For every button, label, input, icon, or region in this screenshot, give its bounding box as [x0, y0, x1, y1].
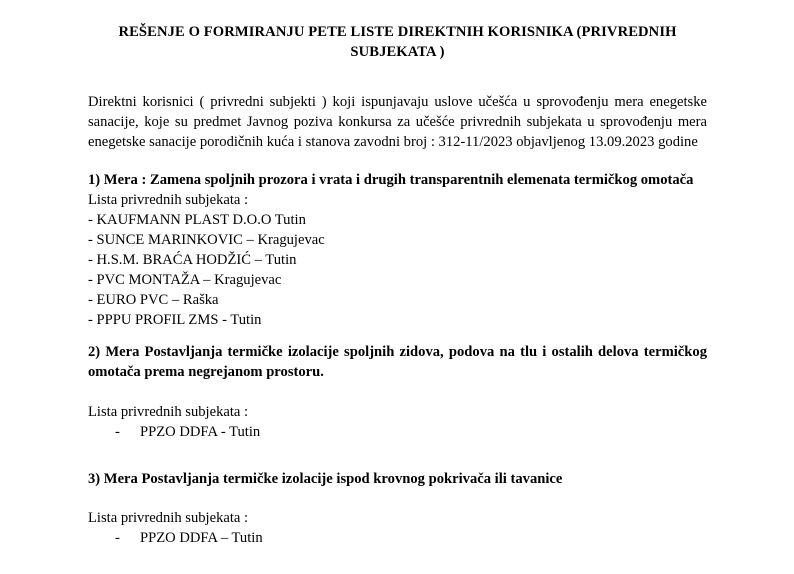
section-3 — [88, 469, 707, 548]
list-item — [88, 422, 707, 442]
section-1-list — [88, 210, 707, 330]
list-item-text: PPZO DDFA - Tutin — [140, 424, 261, 440]
section-2 — [88, 342, 707, 442]
list-item: - PVC MONTAŽA – Kragujevac — [88, 272, 282, 288]
list-item — [88, 528, 707, 548]
section-3-list-label: Lista privrednih subjekata : — [88, 510, 249, 526]
section-1-list-label: Lista privrednih subjekata : — [88, 192, 249, 208]
list-item: - PPPU PROFIL ZMS - Tutin — [88, 312, 262, 328]
section-1 — [88, 170, 707, 330]
list-item-text: PPZO DDFA – Tutin — [140, 530, 263, 546]
intro-paragraph: Direktni korisnici ( privredni subjekti ) koji ispunjavaju uslove učešća u sprovođenju mera enegetske sanacije, koje su predmet Javnog poziva konkursa za učešće privrednih subjekata u sprovođenju mera enegetske sanacije porodičnih kuća i stanova zavodni broj : 312-11/2023 objavljenog 13.09.2023 godine — [88, 94, 707, 150]
section-2-heading: 2) Mera Postavljanja termičke izolacije spoljnih zidova, podova na tlu i ostalih delova termičkog omotača prema negrejanom prostoru. — [88, 344, 707, 380]
dash-marker: - — [115, 530, 120, 546]
section-3-heading: 3) Mera Postavljanja termičke izolacije ispod krovnog pokrivača ili tavanice — [88, 471, 563, 487]
document-title: REŠENJE O FORMIRANJU PETE LISTE DIREKTNIH KORISNIKA (PRIVREDNIH SUBJEKATA ) — [118, 24, 677, 60]
list-item: - EURO PVC – Raška — [88, 292, 219, 308]
list-item: - H.S.M. BRAĆA HODŽIĆ – Tutin — [88, 252, 297, 268]
dash-marker: - — [115, 424, 120, 440]
section-1-heading: 1) Mera : Zamena spoljnih prozora i vrata i drugih transparentnih elemenata termičkog omotača — [88, 172, 694, 188]
section-2-list-label: Lista privrednih subjekata : — [88, 404, 249, 420]
list-item: - KAUFMANN PLAST D.O.O Tutin — [88, 212, 306, 228]
list-item: - SUNCE MARINKOVIC – Kragujevac — [88, 232, 325, 248]
